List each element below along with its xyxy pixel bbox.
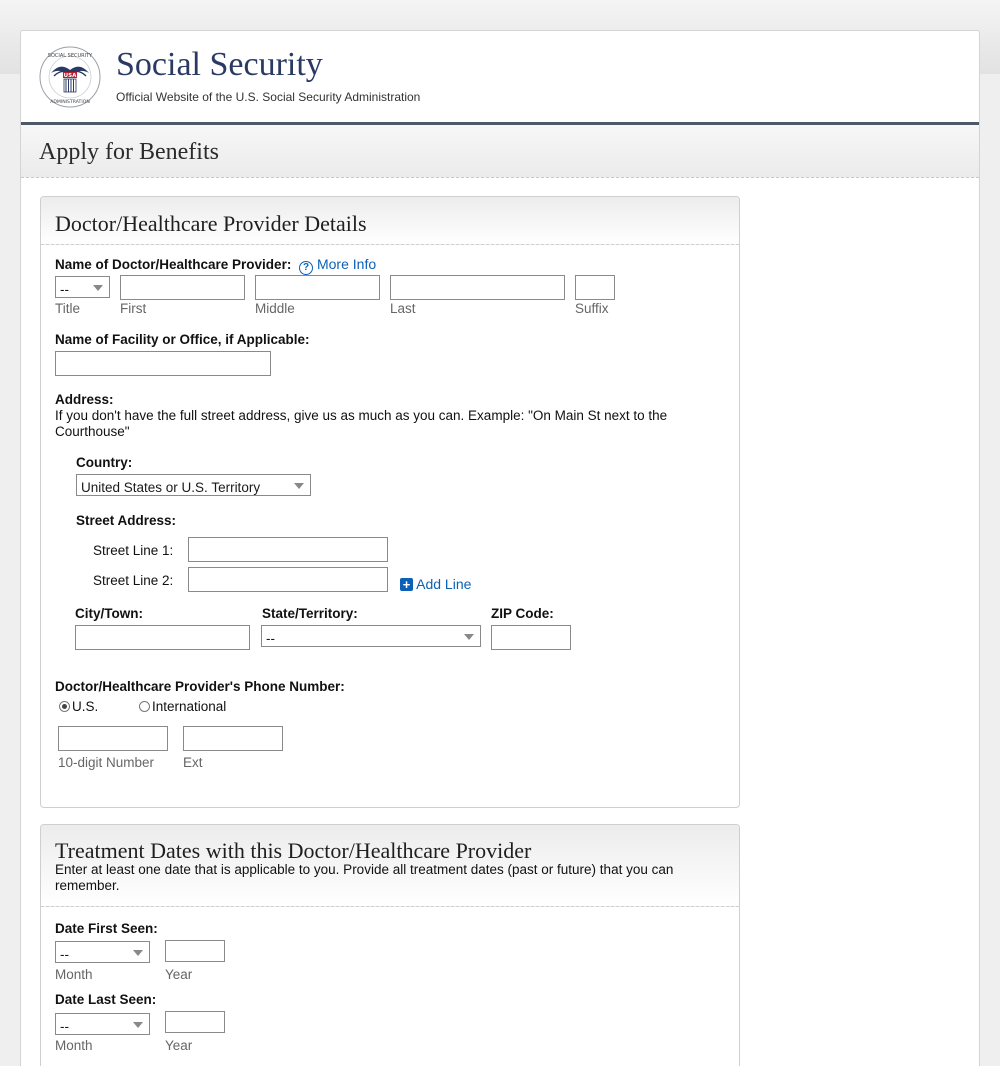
first-seen-month-hint: Month bbox=[55, 967, 93, 982]
treatment-panel-description: Enter at least one date that is applicable to you. Provide all treatment dates (past or future) that you can remember. bbox=[55, 862, 674, 893]
last-hint: Last bbox=[390, 301, 416, 316]
suffix-hint: Suffix bbox=[575, 301, 609, 316]
help-icon: ? bbox=[299, 261, 313, 275]
ssa-seal-icon[interactable] bbox=[39, 46, 101, 108]
phone-international-label[interactable]: International bbox=[152, 699, 227, 714]
street-line2-label: Street Line 2: bbox=[93, 573, 174, 588]
first-seen-month-value: -- bbox=[60, 947, 69, 962]
address-help-text: If you don't have the full street address, give us as much as you can. Example: "On Main St next to the Courthouse" bbox=[55, 408, 668, 439]
last-seen-month-select[interactable] bbox=[55, 1013, 150, 1035]
middle-hint: Middle bbox=[255, 301, 295, 316]
chevron-down-icon bbox=[133, 950, 143, 956]
street-address-label: Street Address: bbox=[76, 513, 177, 528]
last-seen-month-value: -- bbox=[60, 1019, 69, 1034]
street-line1-label: Street Line 1: bbox=[93, 543, 174, 558]
first-name-input[interactable] bbox=[120, 275, 245, 300]
state-label: State/Territory: bbox=[262, 606, 358, 621]
last-seen-month-hint: Month bbox=[55, 1038, 93, 1053]
last-seen-year-input[interactable] bbox=[165, 1011, 225, 1033]
phone-ext-input[interactable] bbox=[183, 726, 283, 751]
provider-details-panel bbox=[40, 196, 740, 808]
date-first-seen-label: Date First Seen: bbox=[55, 921, 158, 936]
phone-ext-hint: Ext bbox=[183, 755, 203, 770]
chevron-down-icon bbox=[93, 285, 103, 291]
state-select[interactable] bbox=[261, 625, 481, 647]
city-label: City/Town: bbox=[75, 606, 143, 621]
treatment-panel-title: Treatment Dates with this Doctor/Healthcare Provider bbox=[55, 838, 532, 863]
site-header bbox=[21, 31, 979, 125]
add-line-text: Add Line bbox=[416, 576, 472, 592]
provider-name-label bbox=[55, 256, 376, 275]
address-label: Address: bbox=[55, 392, 114, 407]
phone-us-radio[interactable] bbox=[59, 701, 70, 712]
zip-label: ZIP Code: bbox=[491, 606, 554, 621]
street-line1-input[interactable] bbox=[188, 537, 388, 562]
middle-name-input[interactable] bbox=[255, 275, 380, 300]
page-title-bar bbox=[21, 125, 979, 178]
first-seen-year-input[interactable] bbox=[165, 940, 225, 962]
suffix-input[interactable] bbox=[575, 275, 615, 300]
date-last-seen-label: Date Last Seen: bbox=[55, 992, 157, 1007]
first-seen-year-hint: Year bbox=[165, 967, 193, 982]
street-line2-input[interactable] bbox=[188, 567, 388, 592]
left-gutter bbox=[0, 74, 20, 1066]
zip-input[interactable] bbox=[491, 625, 571, 650]
country-select-value: United States or U.S. Territory bbox=[81, 480, 261, 495]
agency-name[interactable]: Social Security bbox=[116, 46, 323, 83]
first-hint: First bbox=[120, 301, 147, 316]
provider-panel-title: Doctor/Healthcare Provider Details bbox=[55, 211, 367, 236]
add-line-button[interactable] bbox=[400, 576, 471, 592]
page-title: Apply for Benefits bbox=[39, 139, 219, 165]
svg-text:USA: USA bbox=[63, 73, 77, 79]
last-name-input[interactable] bbox=[390, 275, 565, 300]
phone-us-label[interactable]: U.S. bbox=[72, 699, 99, 714]
phone-label: Doctor/Healthcare Provider's Phone Number: bbox=[55, 679, 345, 694]
title-select-value: -- bbox=[60, 282, 69, 297]
last-seen-year-hint: Year bbox=[165, 1038, 193, 1053]
svg-text:ADMINISTRATION: ADMINISTRATION bbox=[50, 100, 90, 105]
country-label: Country: bbox=[76, 455, 133, 470]
chevron-down-icon bbox=[464, 634, 474, 640]
city-input[interactable] bbox=[75, 625, 250, 650]
phone-international-radio[interactable] bbox=[139, 701, 150, 712]
page-container bbox=[20, 30, 980, 1066]
treatment-dates-panel bbox=[40, 824, 740, 1066]
provider-panel-header bbox=[41, 197, 739, 245]
provider-name-label-text: Name of Doctor/Healthcare Provider: bbox=[55, 257, 292, 272]
first-seen-month-select[interactable] bbox=[55, 941, 150, 963]
phone-number-hint: 10-digit Number bbox=[58, 755, 155, 770]
state-select-value: -- bbox=[266, 631, 275, 646]
treatment-panel-header bbox=[41, 825, 739, 907]
svg-text:SOCIAL SECURITY: SOCIAL SECURITY bbox=[47, 53, 93, 59]
more-info-text: More Info bbox=[316, 256, 377, 272]
plus-icon: + bbox=[400, 578, 413, 591]
chevron-down-icon bbox=[294, 483, 304, 489]
more-info-link[interactable] bbox=[299, 256, 376, 272]
title-hint: Title bbox=[55, 301, 81, 316]
title-select[interactable] bbox=[55, 276, 110, 298]
facility-input[interactable] bbox=[55, 351, 271, 376]
facility-label: Name of Facility or Office, if Applicable: bbox=[55, 332, 310, 347]
right-gutter bbox=[980, 74, 1000, 1066]
country-select[interactable] bbox=[76, 474, 311, 496]
site-tagline: Official Website of the U.S. Social Security Administration bbox=[116, 90, 421, 104]
phone-number-input[interactable] bbox=[58, 726, 168, 751]
chevron-down-icon bbox=[133, 1022, 143, 1028]
